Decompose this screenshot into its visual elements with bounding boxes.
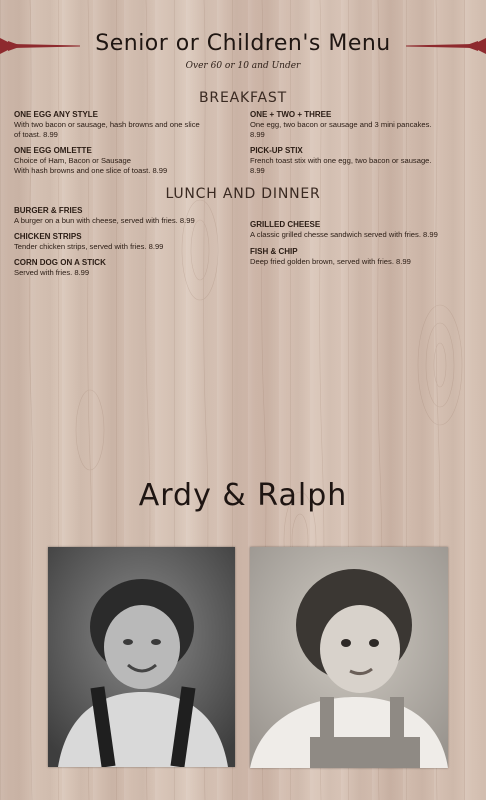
item-name: ONE EGG ANY STYLE bbox=[14, 110, 99, 119]
item-desc: Choice of Ham, Bacon or Sausage bbox=[14, 156, 131, 165]
right-arrow-ornament-icon bbox=[406, 37, 486, 55]
menu-subtitle: Over 60 or 10 and Under bbox=[185, 61, 301, 71]
item-desc: Served with fries. 8.99 bbox=[14, 268, 90, 277]
item-name: CORN DOG ON A STICK bbox=[14, 258, 106, 267]
menu-item-fish-chip bbox=[250, 247, 475, 267]
item-desc: 8.99 bbox=[250, 166, 265, 175]
menu-item-pick-up-stix bbox=[250, 146, 475, 176]
photo-caption: Ardy & Ralph bbox=[138, 478, 348, 513]
photo-ralph bbox=[250, 547, 448, 768]
menu-item-one-egg-any-style bbox=[14, 110, 239, 140]
lunch-dinner-heading: LUNCH AND DINNER bbox=[165, 186, 321, 202]
menu-item-one-egg-omlette bbox=[14, 146, 239, 176]
item-desc: With hash browns and one slice of toast. 8.99 bbox=[14, 166, 168, 175]
item-name: CHICKEN STRIPS bbox=[14, 232, 82, 241]
menu-item-chicken-strips bbox=[14, 232, 239, 252]
item-desc: 8.99 bbox=[250, 130, 265, 139]
child-photo-illustration bbox=[48, 547, 235, 767]
left-arrow-ornament-icon bbox=[0, 37, 80, 55]
menu-item-grilled-cheese bbox=[250, 220, 475, 240]
item-name: BURGER & FRIES bbox=[14, 206, 83, 215]
item-name: FISH & CHIP bbox=[250, 247, 298, 256]
child-photo-illustration bbox=[250, 547, 448, 768]
item-desc: French toast stix with one egg, two bacon or sausage. bbox=[250, 156, 432, 165]
item-desc: A classic grilled chesse sandwich served with fries. 8.99 bbox=[250, 230, 438, 239]
item-name: PICK-UP STIX bbox=[250, 146, 303, 155]
item-name: GRILLED CHEESE bbox=[250, 220, 321, 229]
breakfast-heading: BREAKFAST bbox=[199, 90, 287, 106]
menu-title: Senior or Children's Menu bbox=[95, 31, 391, 56]
item-desc: Tender chicken strips, served with fries. 8.99 bbox=[14, 242, 164, 251]
item-desc: With two bacon or sausage, hash browns and one slice bbox=[14, 120, 200, 129]
item-name: ONE EGG OMLETTE bbox=[14, 146, 92, 155]
menu-item-burger-fries bbox=[14, 206, 239, 226]
menu-item-corn-dog bbox=[14, 258, 239, 278]
item-desc: A burger on a bun with cheese, served with fries. 8.99 bbox=[14, 216, 195, 225]
item-name: ONE + TWO + THREE bbox=[250, 110, 332, 119]
item-desc: Deep fried golden brown, served with fries. 8.99 bbox=[250, 257, 411, 266]
item-desc: of toast. 8.99 bbox=[14, 130, 58, 139]
menu-item-one-two-three bbox=[250, 110, 475, 140]
item-desc: One egg, two bacon or sausage and 3 mini pancakes. bbox=[250, 120, 432, 129]
photo-ardy bbox=[48, 547, 235, 767]
